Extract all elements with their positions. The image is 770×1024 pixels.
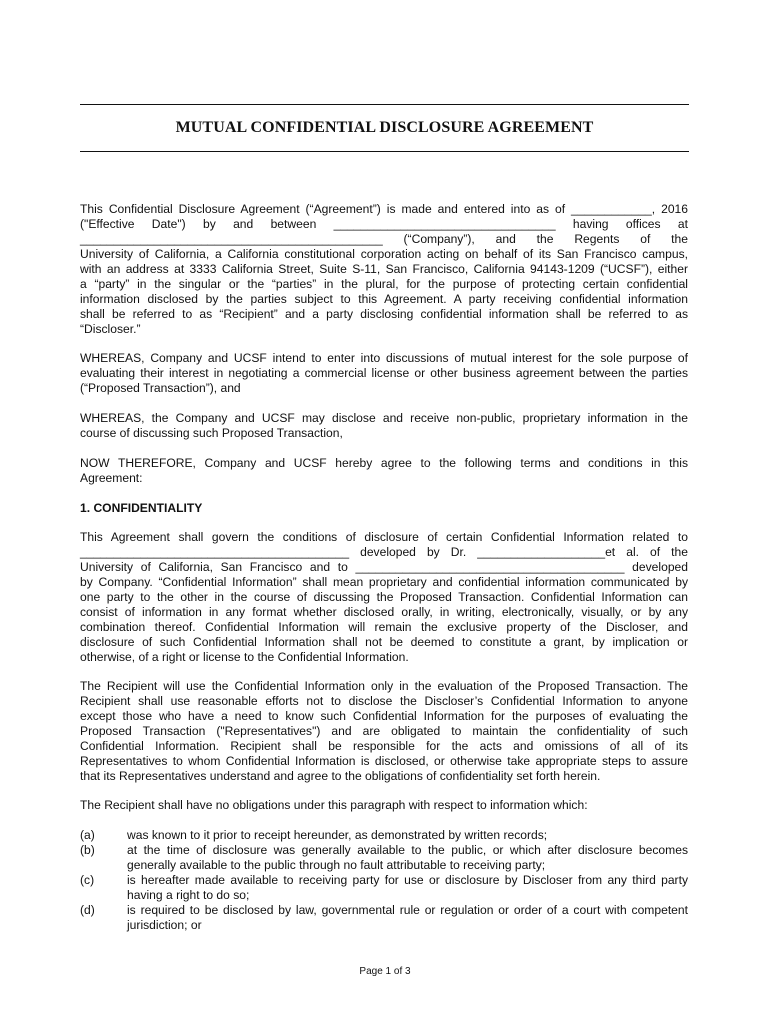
top-rule <box>80 104 689 105</box>
intro-paragraph <box>80 202 688 337</box>
intro-line: shall be referred to as “Recipient” and a party disclosing confidential information shall be referred to as <box>80 307 688 321</box>
para1-line: ________________________________________ developed by Dr. ___________________et al. of the <box>80 545 688 559</box>
intro-line: ("Effective Date") by and between _________________________________ having offices at <box>80 217 688 231</box>
list-item-line: jurisdiction; or <box>127 918 202 932</box>
whereas2-line: WHEREAS, the Company and UCSF may disclose and receive non-public, proprietary information in the <box>80 411 688 425</box>
para1-line: This Agreement shall govern the conditions of disclosure of certain Confidential Information related to <box>80 530 688 544</box>
para2-line: except those who have a need to know such Confidential Information for the purposes of evaluating the <box>80 709 688 723</box>
intro-line: _____________________________________________ (“Company”), and the Regents of the <box>80 232 688 246</box>
para2-line: Recipient shall use reasonable efforts not to disclose the Discloser’s Confidential Information to anyone <box>80 694 688 708</box>
para1-line: by Company. “Confidential Information” shall mean proprietary and confidential information communicated by <box>80 575 688 589</box>
obligations-intro <box>80 798 688 813</box>
whereas1-line: (“Proposed Transaction”), and <box>80 381 241 395</box>
intro-line: a “party” in the singular or the “parties” in the plural, for the purpose of protecting certain confidential <box>80 277 688 291</box>
whereas1-line: WHEREAS, Company and UCSF intend to enter into discussions of mutual interest for the sole purpose of <box>80 351 688 365</box>
intro-line: University of California, a California constitutional corporation acting on behalf of its San Francisco campus, <box>80 247 688 261</box>
whereas-paragraph-2 <box>80 411 688 441</box>
list-item-label: (b) <box>80 843 95 857</box>
list-item-line: is hereafter made available to receiving party for use or disclosure by Discloser from any third party <box>127 873 688 887</box>
para2-line: Confidential Information. Recipient shall be responsible for the acts and omissions of all of its <box>80 739 688 753</box>
obligations-intro-line: The Recipient shall have no obligations under this paragraph with respect to information which: <box>80 798 588 812</box>
list-item-line: having a right to do so; <box>127 888 250 902</box>
document-title: MUTUAL CONFIDENTIAL DISCLOSURE AGREEMENT <box>175 119 594 136</box>
list-item-line: is required to be disclosed by law, governmental rule or regulation or order of a court with competent <box>127 903 688 917</box>
para2-line: that its Representatives understand and agree to the obligations of confidentiality set forth herein. <box>80 769 601 783</box>
confidentiality-paragraph-2 <box>80 679 688 784</box>
whereas1-line: evaluating their interest in negotiating a commercial license or other business agreement between the parties <box>80 366 688 380</box>
intro-line: “Discloser.” <box>80 322 141 336</box>
para2-line: Proposed Transaction ("Representatives") and are obligated to maintain the confidentiality of such <box>80 724 688 738</box>
list-item-line: was known to it prior to receipt hereunder, as demonstrated by written records; <box>127 828 548 842</box>
whereas-paragraph-1 <box>80 351 688 396</box>
para1-line: consist of information in any format whether disclosed orally, in writing, electronically, visually, or by any <box>80 605 688 619</box>
title-bottom-rule <box>80 151 689 152</box>
list-item-line: generally available to the public through no fault attributable to receiving party; <box>127 858 546 872</box>
para2-line: Representatives to whom Confidential Information is disclosed, or otherwise take appropriate steps to assure <box>80 754 688 768</box>
list-item-line: at the time of disclosure was generally available to the public, or which after disclosure becomes <box>127 843 688 857</box>
page-number: Page 1 of 3 <box>359 966 411 977</box>
para1-line: University of California, San Francisco and to ________________________________________ developed <box>80 560 688 574</box>
para2-line: The Recipient will use the Confidential Information only in the evaluation of the Proposed Transaction. The <box>80 679 688 693</box>
list-item-label: (c) <box>80 873 95 887</box>
intro-line: with an address at 3333 California Street, Suite S-11, San Francisco, California 94143-1209 (“UCSF”), either <box>80 262 688 276</box>
section-1-heading: 1. CONFIDENTIALITY <box>80 501 203 515</box>
para1-line: disclosure of such Confidential Information shall not be deemed to constitute a grant, by implication or <box>80 635 688 649</box>
list-item-label: (a) <box>80 828 95 842</box>
para1-line: otherwise, of a right or license to the Confidential Information. <box>80 650 409 664</box>
para1-line: one party to the other in the course of discussing the Proposed Transaction. Confidential Information can <box>80 590 688 604</box>
whereas2-line: course of discussing such Proposed Transaction, <box>80 426 343 440</box>
list-item-label: (d) <box>80 903 95 917</box>
now-therefore-line: Agreement: <box>80 471 143 485</box>
intro-line: information disclosed by the parties subject to this Agreement. A party receiving confidential information <box>80 292 688 306</box>
intro-line: This Confidential Disclosure Agreement (“Agreement”) is made and entered into as of ____________, 2016 <box>80 202 688 216</box>
now-therefore-paragraph <box>80 456 688 486</box>
now-therefore-line: NOW THEREFORE, Company and UCSF hereby agree to the following terms and conditions in this <box>80 456 688 470</box>
confidentiality-paragraph-1 <box>80 530 688 665</box>
para1-line: combination thereof. Confidential Information will remain the exclusive property of the Discloser, and <box>80 620 688 634</box>
